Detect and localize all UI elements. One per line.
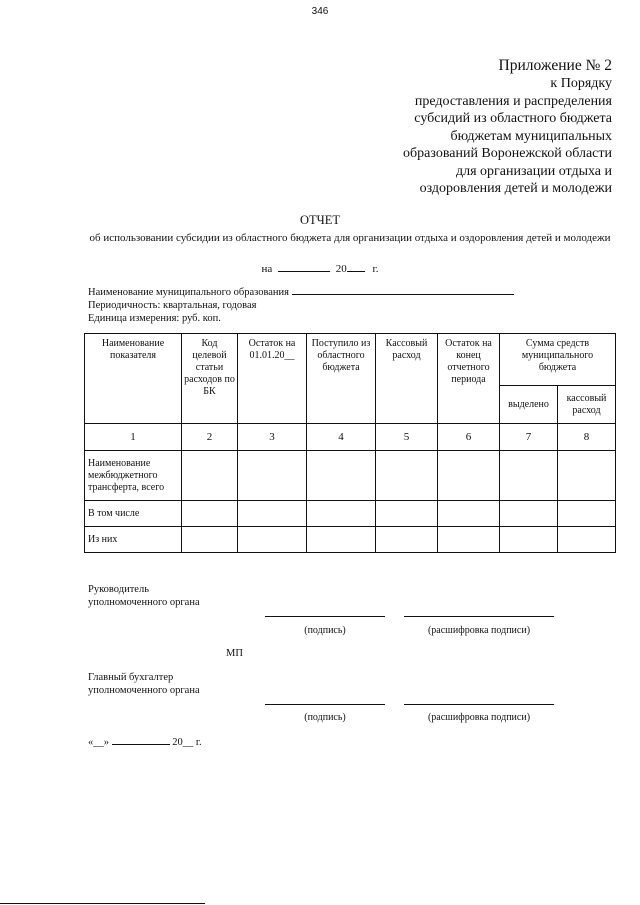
accountant-signature-line — [265, 704, 385, 705]
table-cell — [182, 501, 238, 527]
accountant-decode-caption: (расшифровка подписи) — [427, 712, 531, 723]
appendix-line: для организации отдыха и — [455, 163, 612, 179]
accountant-signature-caption: (подпись) — [304, 712, 346, 723]
table-cell — [376, 501, 438, 527]
accountant-label — [88, 671, 200, 697]
date-year: 20 — [335, 263, 347, 275]
appendix-line: Приложение № 2 — [498, 57, 612, 74]
head-decode-caption: (расшифровка подписи) — [427, 625, 531, 636]
column-number: 7 — [500, 424, 558, 451]
header-balance-start: Остаток на 01.01.20__ — [238, 334, 307, 424]
table-cell — [500, 501, 558, 527]
head-label-line: Руководитель — [88, 584, 149, 595]
column-number: 8 — [558, 424, 616, 451]
municipality-label: Наименование муниципального образования — [88, 287, 289, 298]
column-number: 1 — [85, 424, 182, 451]
column-number: 3 — [238, 424, 307, 451]
appendix-block — [282, 56, 612, 198]
header-balance-end: Остаток на конец отчетного периода — [438, 334, 500, 424]
column-number: 4 — [307, 424, 376, 451]
table-cell — [182, 451, 238, 501]
date-suffix: г. — [372, 263, 379, 275]
column-number: 5 — [376, 424, 438, 451]
date-month-blank — [112, 735, 170, 745]
date-blank — [278, 261, 330, 272]
date-year: 20__ — [172, 737, 194, 748]
row-label: Наименование межбюджетного трансферта, всего — [85, 451, 182, 501]
table-cell — [558, 451, 616, 501]
date-day: «__» — [88, 737, 109, 748]
report-subtitle: об использовании субсидии из областного бюджета для организации отдыха и оздоровления детей и молодежи — [89, 232, 611, 244]
header-allocated: выделено — [500, 386, 558, 424]
report-date-line — [0, 261, 640, 275]
appendix-line: к Порядку — [550, 76, 612, 91]
header-received: Поступило из областного бюджета — [307, 334, 376, 424]
column-number: 2 — [182, 424, 238, 451]
accountant-label-line: уполномоченного органа — [88, 685, 200, 696]
appendix-line: образований Воронежской области — [403, 146, 612, 161]
head-label — [88, 583, 200, 609]
report-title: ОТЧЕТ — [299, 213, 341, 227]
table-cell — [376, 451, 438, 501]
table-cell — [500, 451, 558, 501]
appendix-line: предоставления и распределения — [414, 93, 612, 109]
table-cell — [238, 527, 307, 553]
stamp-label: МП — [226, 648, 243, 659]
table-cell — [376, 527, 438, 553]
report-meta — [88, 285, 514, 325]
table-cell — [182, 527, 238, 553]
row-label: В том числе — [85, 501, 182, 527]
table-cell — [438, 451, 500, 501]
municipality-blank — [292, 285, 514, 295]
header-municipal-cash: кассовый расход — [558, 386, 616, 424]
report-table — [84, 333, 616, 553]
table-cell — [307, 501, 376, 527]
appendix-line: субсидий из областного бюджета — [414, 111, 612, 126]
row-label: Из них — [85, 527, 182, 553]
head-label-line: уполномоченного органа — [88, 597, 200, 608]
table-cell — [558, 527, 616, 553]
appendix-line: оздоровления детей и молодежи — [419, 181, 612, 196]
header-code: Код целевой статьи расходов по БК — [182, 334, 238, 424]
footer-rule — [0, 903, 205, 904]
date-prefix: на — [261, 263, 273, 275]
unit-of-measure: Единица измерения: руб. коп. — [88, 313, 221, 324]
table-cell — [438, 527, 500, 553]
table-cell — [500, 527, 558, 553]
table-cell — [238, 501, 307, 527]
periodicity: Периодичность: квартальная, годовая — [88, 300, 257, 311]
table-cell — [558, 501, 616, 527]
table-cell — [307, 527, 376, 553]
appendix-line: бюджетам муниципальных — [450, 128, 612, 144]
head-decode-line — [404, 616, 554, 617]
header-cash-expense: Кассовый расход — [376, 334, 438, 424]
header-municipal-group: Сумма средств муниципального бюджета — [500, 334, 616, 386]
table-cell — [438, 501, 500, 527]
head-signature-caption: (подпись) — [304, 625, 346, 636]
page-number: 346 — [311, 6, 329, 17]
column-number: 6 — [438, 424, 500, 451]
header-name: Наименование показателя — [85, 334, 182, 424]
accountant-label-line: Главный бухгалтер — [88, 672, 174, 683]
accountant-decode-line — [404, 704, 554, 705]
year-blank — [347, 261, 365, 272]
table-cell — [238, 451, 307, 501]
signature-date — [88, 735, 202, 749]
table-cell — [307, 451, 376, 501]
date-suffix: г. — [195, 737, 202, 748]
head-signature-line — [265, 616, 385, 617]
